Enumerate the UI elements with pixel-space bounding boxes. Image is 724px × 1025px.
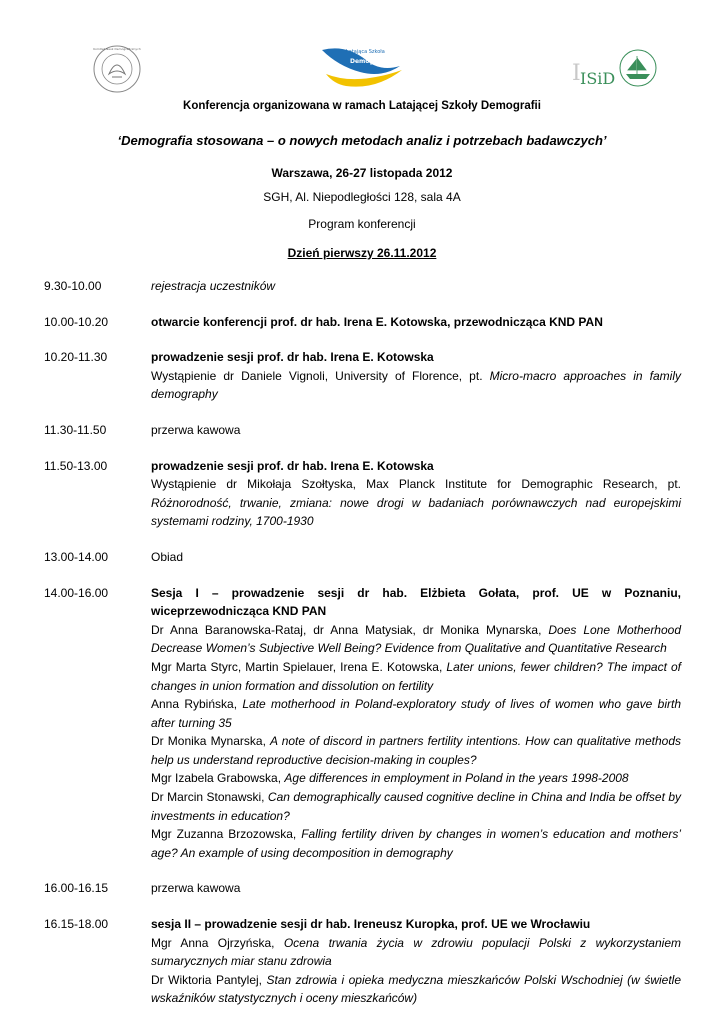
session-chair: Sesja I – prowadzenie sesji dr hab. Elżbieta Gołata, prof. UE w Poznaniu, wiceprzewodnicząca KND PAN [151,585,681,619]
talk [151,769,681,788]
schedule-row [44,915,681,1008]
row-text: przerwa kawowa [151,881,241,896]
talk-speaker: Wystąpienie dr Mikołaja Szołtyska, Max Planck Institute for Demographic Research, pt. [151,477,681,492]
session-chair: sesja II – prowadzenie sesji dr hab. Ireneusz Kuropka, prof. UE we Wrocławiu [151,917,591,932]
venue: SGH, Al. Niepodległości 128, sala 4A [263,190,461,204]
talk-title: Does Lone Motherhood Decrease Women’s Subjective Well Being? Evidence from Qualitative and Quantitative Research [151,622,682,656]
schedule-row [44,879,681,898]
logo-right-text: ISiD [580,69,616,88]
schedule-row [44,348,681,404]
row-text: przerwa kawowa [151,422,241,437]
latajaca-szkola-logo [316,44,408,90]
knd-pan-logo [92,44,142,94]
schedule-row [44,277,681,296]
row-time: 13.00-14.00 [44,549,109,564]
logo-center-line1: Latająca Szkoła [346,49,385,55]
talk [151,934,681,971]
talk-authors: Dr Monika Mynarska, [151,734,271,749]
talk-authors: Mgr Anna Ojrzyńska, [151,935,284,950]
logo-center-line2: Demografii [350,58,388,65]
talk-title: Late motherhood in Poland-exploratory study of lives of women who gave birth after turning 35 [151,697,681,730]
conference-title: ‘Demografia stosowana – o nowych metodach analiz i potrzebach badawczych’ [117,133,607,148]
row-text: Obiad [151,549,184,564]
row-time: 16.00-16.15 [44,881,109,896]
session-chair: prowadzenie sesji prof. dr hab. Irena E. Kotowska [151,458,434,473]
talk-title: Stan zdrowia i opieka medyczna mieszkańców Polski Wschodniej (w świetle wskaźników statystycznych i oceny mieszkańców) [151,972,681,1006]
org-line: Konferencja organizowana w ramach Latającej Szkoły Demografii [183,100,541,112]
row-body [151,457,681,531]
row-body [151,915,681,1008]
talk-speaker: Wystąpienie dr Daniele Vignoli, University of Florence, pt. [151,368,490,383]
talk-authors: Dr Marcin Stonawski, [151,790,268,805]
row-time: 11.30-11.50 [44,422,107,437]
program-heading: Program konferencji [308,217,416,231]
svg-text:I: I [572,61,581,86]
talk-title: Later unions, fewer children? The impact of changes in union formation and dissolution on fertility [151,659,681,693]
talk-authors: Mgr Zuzanna Brzozowska, [151,827,302,842]
talk-title: A note of discord in partners fertility intentions. How can qualitative methods help us understand reproductive decision-making in couples? [151,734,681,767]
talk [151,732,681,769]
talk-authors: Dr Anna Baranowska-Rataj, dr Anna Matysiak, dr Monika Mynarska, [151,622,549,637]
talk-authors: Anna Rybińska, [151,697,243,712]
schedule-row [44,584,681,863]
talk [151,971,681,1008]
talk-authors: Mgr Izabela Grabowska, [151,771,285,786]
isid-logo [570,46,662,94]
schedule-row [44,421,681,440]
logo-bar [0,40,724,100]
schedule-row [44,548,681,567]
date-place: Warszawa, 26-27 listopada 2012 [271,166,453,180]
talk-title: Age differences in employment in Poland in the years 1998-2008 [284,771,629,786]
talk-title: Ocena trwania życia w zdrowiu populacji Polski z wykorzystaniem sumarycznych miar stanu zdrowia [151,935,681,969]
logo-left-text: Komitet Nauk Demograficznych [93,47,141,51]
schedule-row [44,457,681,531]
row-time: 14.00-16.00 [44,585,109,600]
talk [151,658,681,695]
row-time: 10.00-10.20 [44,314,109,329]
row-time: 11.50-13.00 [44,458,108,473]
schedule-row [44,313,681,332]
row-body [151,584,681,863]
row-time: 9.30-10.00 [44,279,102,293]
talk [151,825,681,862]
row-text: otwarcie konferencji prof. dr hab. Irena E. Kotowska, przewodnicząca KND PAN [151,314,603,329]
schedule [44,277,681,1025]
talk-authors: Dr Wiktoria Pantylej, [151,972,267,987]
talk-title: Falling fertility driven by changes in women’s education and mothers’ age? An example of using decomposition in demography [151,827,681,860]
row-time: 16.15-18.00 [44,917,109,932]
day-heading: Dzień pierwszy 26.11.2012 [287,246,437,260]
session-chair: prowadzenie sesji prof. dr hab. Irena E. Kotowska [151,350,434,365]
talk-authors: Mgr Marta Styrc, Martin Spielauer, Irena E. Kotowska, [151,659,447,674]
row-body [151,348,681,404]
talk-title: Micro-macro approaches in family demography [151,368,682,402]
talk [151,788,681,825]
talk [151,695,681,732]
talk-title: Różnorodność, trwanie, zmiana: nowe drogi w badaniach porównawczych nad europejskimi systemami rodziny, 1700-1930 [151,495,681,529]
talk [151,621,681,658]
talk [151,367,681,404]
talk [151,475,681,531]
talk-title: Can demographically caused cognitive decline in China and India be offset by investments in education? [151,790,681,823]
row-time: 10.20-11.30 [44,350,108,365]
row-text: rejestracja uczestników [151,279,276,293]
